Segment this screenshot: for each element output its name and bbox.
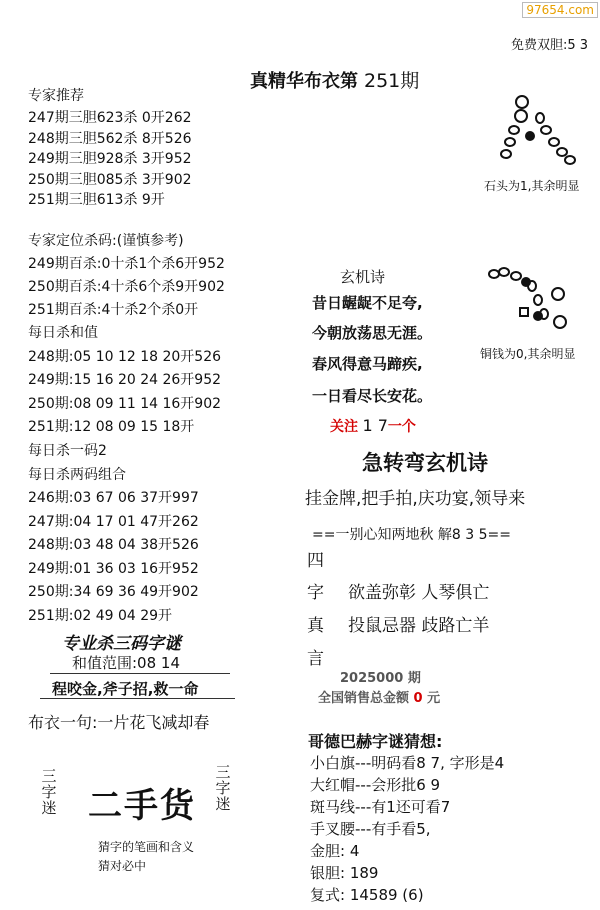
goethe-list	[310, 752, 504, 906]
four-char-4: 言	[307, 649, 324, 669]
three-riddle-phrase: 程咬金,斧子招,救一命	[52, 680, 199, 698]
list-item: 247期:04 17 01 47开262	[28, 513, 199, 530]
list-item: 251期百杀:4十杀2个杀0开	[28, 302, 199, 318]
list-item: 251期:12 08 09 15 18开	[28, 419, 195, 435]
sales-label: 全国销售总金额	[318, 691, 410, 706]
list-item: 斑马线---有1还可看7	[310, 798, 451, 816]
daily-one: 每日杀一码2	[28, 443, 107, 459]
list-item: 249期百杀:0十杀1个杀6开952	[28, 256, 225, 272]
free-pick: 免费双胆:5 3	[510, 38, 588, 53]
daily-two-section	[28, 440, 199, 628]
list-item: 251期:02 49 04 29开	[28, 607, 173, 624]
list-item: 大红帽---会形批6 9	[310, 776, 441, 794]
stone-illustration	[496, 90, 586, 170]
expert-section	[28, 86, 84, 106]
poem-line: 春风得意马蹄疾,	[312, 355, 423, 373]
position-kill-header: 专家定位杀码:(谨慎参考)	[28, 233, 184, 249]
list-item: 手叉腰---有手看5,	[310, 820, 431, 838]
list-item: 银胆: 189	[310, 864, 379, 882]
coin-caption: 铜钱为0,其余明显	[480, 347, 576, 361]
list-item: 247期三胆623杀 0开262	[28, 110, 192, 126]
list-item: 小白旗---明码看8 7, 字形是4	[310, 754, 505, 772]
riddle-label-left: 三字迷	[41, 767, 57, 817]
riddle-word: 二手货	[88, 786, 196, 826]
page-title	[250, 66, 419, 93]
list-item: 249期:01 36 03 16开952	[28, 560, 199, 577]
riddle-label-right: 三字迷	[215, 763, 231, 813]
four-char-3: 真	[307, 616, 324, 636]
divider	[50, 673, 230, 674]
riddle-hint-line: 猜字的笔画和含义	[98, 840, 195, 854]
lottery-sales	[318, 687, 440, 706]
poem-line: 今朝放荡思无涯。	[312, 324, 433, 342]
site-watermark: 97654.com	[522, 2, 598, 18]
position-kill-section	[28, 230, 225, 322]
expert-list	[28, 108, 192, 211]
four-line: 投鼠忌器 歧路亡羊	[348, 616, 490, 636]
coin-illustration	[486, 262, 576, 342]
list-item: 248期:05 10 12 18 20开526	[28, 348, 222, 365]
four-char-1: 四	[307, 551, 324, 571]
list-item: 249期三胆928杀 3开952	[28, 151, 192, 167]
daily-sum-section	[28, 322, 221, 440]
poem-title: 玄机诗	[340, 268, 386, 286]
list-item: 249期:15 16 20 24 26开952	[28, 372, 222, 388]
four-line: 欲盖弥彰 人琴俱亡	[348, 583, 490, 603]
divider	[40, 698, 235, 699]
list-item: 250期:34 69 36 49开902	[28, 584, 199, 600]
lottery-issue: 2025000 期	[340, 671, 421, 686]
list-item: 246期:03 67 06 37开997	[28, 490, 199, 506]
poem-line: 昔日龌龊不足夸,	[312, 294, 423, 312]
title-issue: 251期	[364, 70, 420, 92]
list-item: 250期:08 09 11 14 16开902	[28, 395, 222, 412]
sales-value: 0	[413, 691, 423, 706]
list-item: 251期三胆613杀 9开	[28, 192, 165, 208]
jizhuan-line: 挂金牌,把手拍,庆功宴,领导来	[305, 489, 526, 509]
buyi-line: 布衣一句:一片花飞减却春	[28, 713, 210, 732]
expert-header: 专家推荐	[28, 88, 84, 104]
riddle-hint	[98, 838, 194, 876]
sales-unit: 元	[427, 691, 441, 706]
follow-line	[330, 416, 416, 436]
follow-tail: 一个	[387, 419, 416, 435]
jizhuan-hint: ==一别心知两地秋 解8 3 5==	[312, 527, 511, 543]
four-char-2: 字	[307, 583, 324, 603]
goethe-title: 哥德巴赫字谜猜想:	[308, 732, 443, 751]
three-riddle-range: 和值范围:08 14	[72, 654, 180, 672]
follow-label: 关注	[330, 419, 358, 435]
daily-two-header: 每日杀两码组合	[28, 466, 126, 483]
three-riddle-title: 专业杀三码字谜	[62, 634, 181, 654]
follow-nums: 1 7	[362, 416, 388, 435]
title-text: 真精华布衣第	[250, 71, 358, 92]
list-item: 250期三胆085杀 3开902	[28, 171, 192, 188]
daily-sum-header: 每日杀和值	[28, 325, 98, 341]
list-item: 金胆: 4	[310, 842, 360, 860]
jizhuan-title: 急转弯玄机诗	[362, 451, 488, 475]
poem-line: 一日看尽长安花。	[312, 387, 433, 405]
list-item: 复式: 14589 (6)	[310, 886, 424, 904]
stone-caption: 石头为1,其余明显	[484, 179, 580, 193]
list-item: 250期百杀:4十杀6个杀9开902	[28, 279, 225, 295]
riddle-hint-line: 猜对必中	[98, 859, 147, 873]
list-item: 248期:03 48 04 38开526	[28, 537, 199, 553]
list-item: 248期三胆562杀 8开526	[28, 130, 192, 147]
